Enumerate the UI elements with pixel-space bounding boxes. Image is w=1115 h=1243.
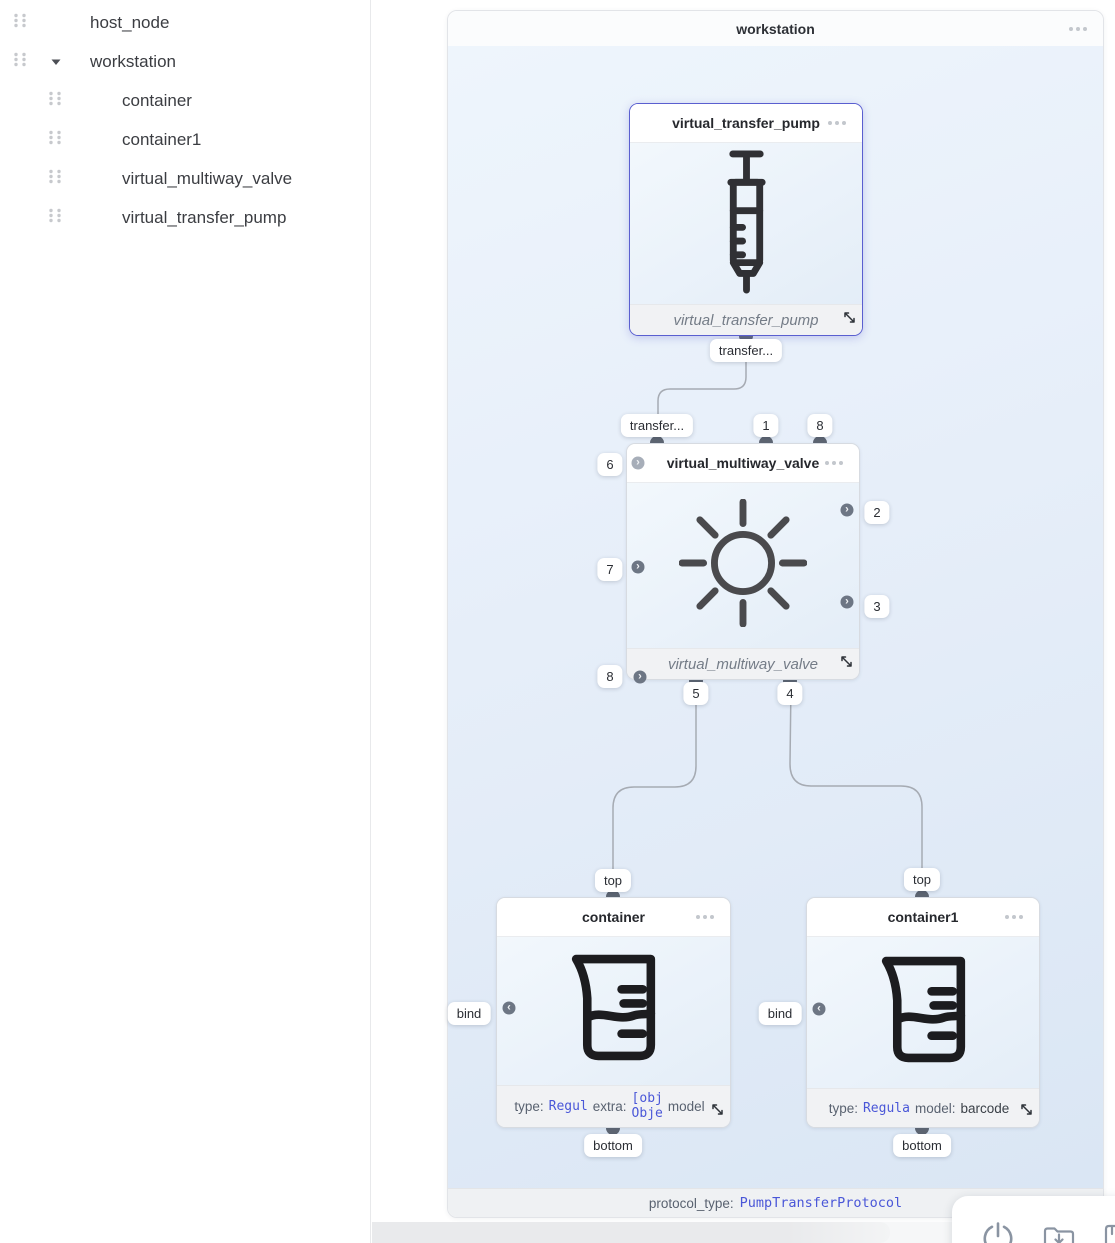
node-header[interactable] [630, 104, 862, 143]
port-chevron-icon[interactable]: › [632, 561, 645, 574]
port-label: bind [448, 1002, 491, 1025]
tree-item-label: container [122, 90, 192, 110]
node-instance-label: virtual_transfer_pump [673, 311, 819, 329]
node-virtual-multiway-valve[interactable] [626, 443, 860, 680]
field-model-value: barcode [960, 1100, 1010, 1116]
node-footer [807, 1088, 1039, 1127]
port-chevron-icon[interactable]: ‹ [503, 1002, 516, 1015]
field-extra-key: extra: [592, 1099, 627, 1114]
node-body [630, 143, 862, 304]
tree-item-label: virtual_transfer_pump [122, 207, 287, 227]
node-body [497, 937, 730, 1085]
port-chevron-icon[interactable]: › [841, 596, 854, 609]
sidebar-item-container[interactable] [0, 81, 370, 120]
field-type-value: Regula [862, 1100, 910, 1116]
node-container[interactable] [496, 897, 731, 1128]
node-instance-label: virtual_multiway_valve [667, 655, 819, 673]
port-chevron-icon[interactable]: ‹ [813, 1003, 826, 1016]
resize-handle-icon[interactable] [840, 655, 853, 673]
node-virtual-transfer-pump[interactable] [629, 103, 863, 336]
protocol-type-value: PumpTransferProtocol [739, 1195, 903, 1211]
field-type-value: Regul [548, 1099, 588, 1114]
node-footer [497, 1085, 730, 1127]
tree-item-label: workstation [90, 51, 176, 71]
port-label: 6 [597, 453, 622, 476]
resize-handle-icon[interactable] [843, 311, 856, 329]
syringe-icon [723, 148, 770, 300]
sidebar-item-host-node[interactable] [0, 3, 370, 42]
node-footer [630, 304, 862, 335]
port-chevron-icon[interactable]: › [632, 457, 645, 470]
sidebar-item-container1[interactable] [0, 120, 370, 159]
port-label: 1 [753, 414, 778, 437]
sidebar-item-workstation[interactable] [0, 42, 370, 81]
wire-valve5-to-container-top [613, 684, 696, 893]
node-menu-button[interactable] [825, 461, 843, 465]
file-export-icon[interactable] [1102, 1222, 1115, 1243]
field-model-key: model [667, 1099, 705, 1114]
node-container1[interactable] [806, 897, 1040, 1128]
wire-valve4-to-container1-top [790, 684, 922, 893]
protocol-type-key: protocol_type: [648, 1195, 734, 1211]
field-extra-value-line2: Obje [631, 1105, 663, 1121]
tree-item-label: container1 [122, 129, 202, 149]
drag-handle-icon[interactable] [13, 52, 27, 72]
node-header[interactable] [497, 898, 730, 937]
power-icon[interactable] [980, 1220, 1016, 1243]
port-chevron-icon[interactable]: › [634, 671, 647, 684]
scrollbar-thumb[interactable] [372, 1222, 890, 1243]
drag-handle-icon[interactable] [48, 130, 62, 150]
panel-menu-button[interactable] [1069, 27, 1087, 31]
tree-item-label: host_node [90, 12, 170, 32]
sidebar-item-virtual-transfer-pump[interactable] [0, 198, 370, 237]
node-header[interactable] [807, 898, 1039, 937]
tree-item-label: virtual_multiway_valve [122, 168, 293, 188]
workstation-panel-header[interactable] [448, 11, 1103, 47]
beaker-icon [873, 954, 974, 1072]
drag-handle-icon[interactable] [13, 13, 27, 33]
node-footer [627, 648, 859, 679]
port-label: transfer... [621, 414, 693, 437]
port-label: 4 [777, 682, 802, 705]
port-label: 8 [597, 665, 622, 688]
node-title: container [581, 909, 645, 925]
node-title: virtual_multiway_valve [666, 455, 820, 471]
port-label: bind [759, 1002, 802, 1025]
port-chevron-icon[interactable]: › [841, 504, 854, 517]
port-label: transfer... [710, 339, 782, 362]
field-type-key: type: [514, 1099, 544, 1114]
node-menu-button[interactable] [828, 121, 846, 125]
node-title: virtual_transfer_pump [672, 115, 820, 131]
node-title: container1 [887, 909, 959, 925]
field-type-key: type: [828, 1100, 858, 1116]
port-label: bottom [584, 1134, 642, 1157]
port-label: top [595, 869, 631, 892]
caret-down-icon[interactable] [50, 53, 62, 71]
drag-handle-icon[interactable] [48, 169, 62, 189]
node-menu-button[interactable] [1005, 915, 1023, 919]
field-model-key: model: [914, 1100, 956, 1116]
resize-handle-icon[interactable] [711, 1103, 724, 1121]
drag-handle-icon[interactable] [48, 91, 62, 111]
port-label: 2 [864, 501, 889, 524]
canvas-toolbar [952, 1196, 1115, 1243]
valve-icon [679, 499, 807, 632]
node-tree-sidebar [0, 0, 371, 1243]
port-label: 5 [683, 682, 708, 705]
port-label: 7 [597, 558, 622, 581]
beaker-icon [563, 952, 664, 1070]
node-menu-button[interactable] [696, 915, 714, 919]
port-label: bottom [893, 1134, 951, 1157]
port-label: 3 [864, 595, 889, 618]
node-body [807, 937, 1039, 1088]
folder-download-icon[interactable] [1042, 1223, 1076, 1243]
drag-handle-icon[interactable] [48, 208, 62, 228]
node-body [627, 483, 859, 648]
node-header[interactable] [627, 444, 859, 483]
sidebar-item-virtual-multiway-valve[interactable] [0, 159, 370, 198]
port-label: 8 [807, 414, 832, 437]
port-label: top [904, 868, 940, 891]
panel-title: workstation [736, 20, 815, 37]
resize-handle-icon[interactable] [1020, 1103, 1033, 1121]
field-extra-value-line1: [obj [631, 1091, 663, 1106]
